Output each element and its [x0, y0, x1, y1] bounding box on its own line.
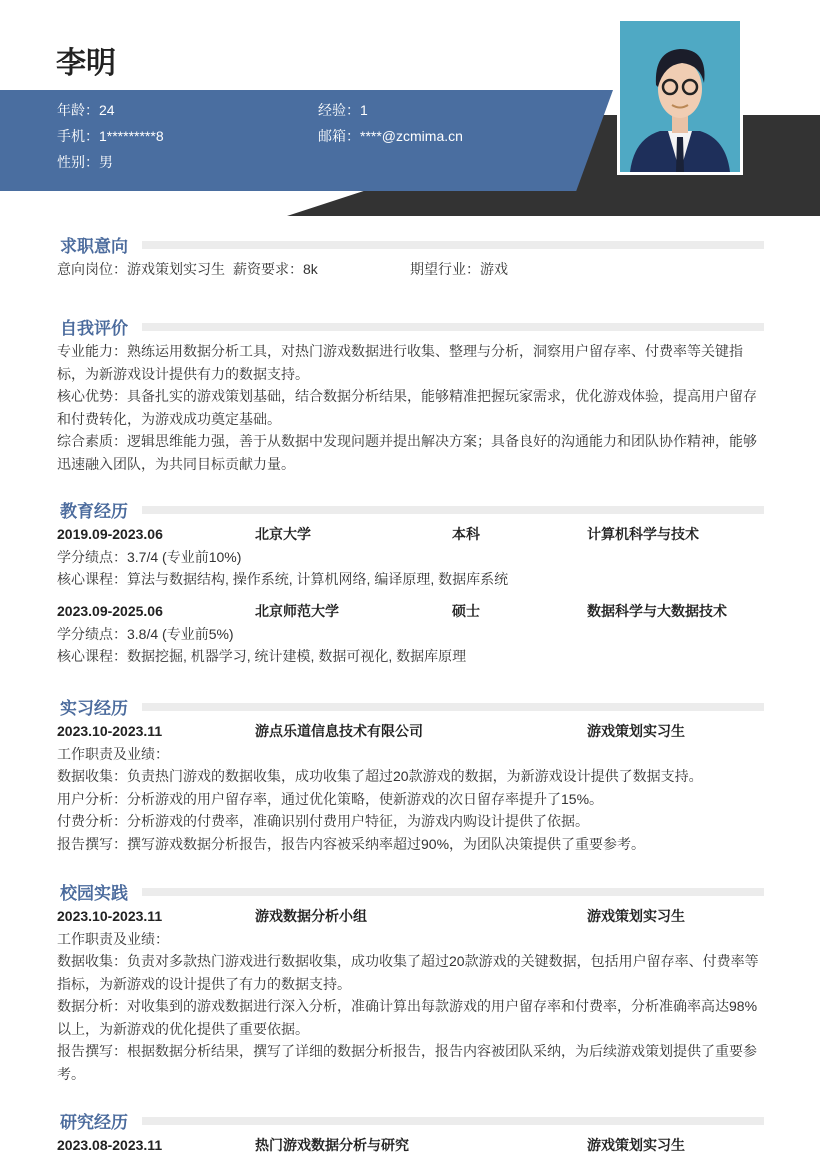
section-self-evaluation [57, 313, 764, 475]
role: 游戏策划实习生 [587, 1137, 685, 1153]
section-title: 校园实践 [60, 884, 128, 903]
internship-line: 数据收集：负责热门游戏的数据收集，成功收集了超过20款游戏的数据，为新游戏设计提供了数据支持。 [57, 768, 703, 784]
date: 2023.10-2023.11 [57, 723, 163, 739]
industry: 期望行业：游戏 [410, 261, 508, 277]
date: 2023.10-2023.11 [57, 908, 163, 924]
date: 2023.08-2023.11 [57, 1137, 163, 1153]
education-entry [57, 600, 764, 623]
degree: 硕士 [452, 603, 480, 619]
degree: 本科 [452, 526, 480, 542]
internship-line: 付费分析：分析游戏的付费率，准确识别付费用户特征，为游戏内购设计提供了依据。 [57, 813, 589, 829]
section-title: 研究经历 [60, 1113, 128, 1132]
role: 游戏策划实习生 [587, 908, 685, 924]
organization: 游戏数据分析小组 [255, 908, 367, 924]
section-education [57, 496, 764, 668]
candidate-name: 李明 [56, 47, 116, 80]
section-divider [142, 506, 764, 514]
section-title: 教育经历 [60, 502, 128, 521]
section-title: 实习经历 [60, 699, 128, 718]
section-job-intent [57, 231, 764, 281]
campus-line: 报告撰写：根据数据分析结果，撰写了详细的数据分析报告，报告内容被团队采纳，为后续游戏策划提供了重要参考。 [57, 1043, 757, 1082]
project: 热门游戏数据分析与研究 [255, 1137, 409, 1153]
section-divider [142, 888, 764, 896]
internship-line: 用户分析：分析游戏的用户留存率，通过优化策略，使新游戏的次日留存率提升了15%。 [57, 790, 604, 807]
experience: 经验：1 [318, 102, 368, 118]
role: 游戏策划实习生 [587, 723, 685, 739]
company: 游点乐道信息技术有限公司 [255, 723, 423, 739]
section-internship [57, 693, 764, 855]
section-title: 求职意向 [60, 237, 128, 256]
major: 计算机科学与技术 [587, 526, 699, 542]
section-title: 自我评价 [60, 319, 128, 338]
school: 北京师范大学 [255, 603, 339, 619]
section-divider [142, 241, 764, 249]
gender: 性别：男 [57, 154, 113, 170]
age: 年龄：24 [57, 102, 115, 118]
internship-line: 报告撰写：撰写游戏数据分析报告，报告内容被采纳率超过90%，为团队决策提供了重要参考。 [57, 835, 646, 852]
phone: 手机：1*********8 [57, 128, 164, 144]
section-divider [142, 1117, 764, 1125]
school: 北京大学 [255, 526, 311, 542]
major: 数据科学与大数据技术 [587, 603, 727, 619]
email: 邮箱：****@zcmima.cn [318, 128, 463, 144]
section-divider [142, 703, 764, 711]
courses: 核心课程：数据挖掘, 机器学习, 统计建模, 数据可视化, 数据库原理 [57, 648, 467, 664]
salary: 薪资要求：8k [233, 261, 318, 277]
education-entry [57, 523, 764, 546]
section-research [57, 1107, 764, 1157]
date: 2019.09-2023.06 [57, 526, 163, 542]
date: 2023.09-2025.06 [57, 603, 163, 619]
campus-line: 工作职责及业绩： [57, 930, 169, 947]
profile-photo [617, 18, 743, 175]
self-line: 综合素质：逻辑思维能力强，善于从数据中发现问题并提出解决方案；具备良好的沟通能力和团队协作精神，能够迅速融入团队，为共同目标贡献力量。 [57, 433, 757, 472]
gpa: 学分绩点：3.8/4 (专业前5%) [57, 625, 234, 642]
self-line: 专业能力：熟练运用数据分析工具，对热门游戏数据进行收集、整理与分析，洞察用户留存率、付费率等关键指标，为新游戏设计提供有力的数据支持。 [57, 343, 743, 382]
self-line: 核心优势：具备扎实的游戏策划基础，结合数据分析结果，能够精准把握玩家需求，优化游戏体验，提高用户留存和付费转化，为游戏成功奠定基础。 [57, 388, 757, 427]
section-campus-practice [57, 878, 764, 1085]
gpa: 学分绩点：3.7/4 (专业前10%) [57, 548, 242, 565]
campus-line: 数据分析：对收集到的游戏数据进行深入分析，准确计算出每款游戏的用户留存率和付费率，分析准确率高达98%以上，为新游戏的优化提供了重要依据。 [57, 998, 758, 1037]
intended-position: 意向岗位：游戏策划实习生 [57, 261, 225, 277]
courses: 核心课程：算法与数据结构, 操作系统, 计算机网络, 编译原理, 数据库系统 [57, 571, 509, 587]
campus-line: 数据收集：负责对多款热门游戏进行数据收集，成功收集了超过20款游戏的关键数据，包括用户留存率、付费率等指标，为新游戏的设计提供了有力的数据支持。 [57, 953, 759, 992]
section-divider [142, 323, 764, 331]
internship-line: 工作职责及业绩： [57, 745, 169, 762]
